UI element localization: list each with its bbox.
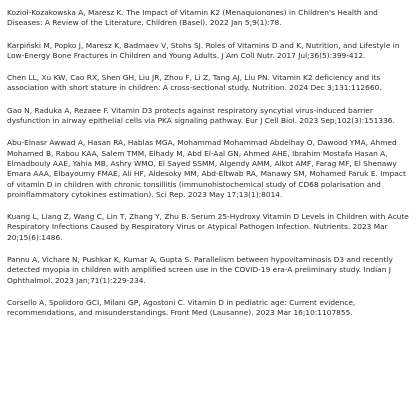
reference-entry: Chen LL, Xu KW, Cao RX, Shen GH, Liu JR, Zhou F, Li Z, Tang AJ, Liu PN. Vitamin K2 deficiency and its association with short stature in children: A cross-sectional study. Nutrition. 2024 Dec 3;131:112660. — [7, 73, 382, 93]
reference-entry: Kozioł-Kozakowska A, Maresz K. The Impact of Vitamin K2 (Menaquionones) in Children's Health and Diseases: A Review of the Literature. Children (Basel). 2022 Jan 5;9(1):78. — [7, 8, 378, 28]
reference-entry: Pannu A, Vichare N, Pushkar K, Kumar A, Gupta S. Parallelism between hypovitaminosis D3 and recently detected myopia in children with amplified screen use in the COVID-19 era-A preliminary study. Indian J Ophthalmol. 2023 Jan;71(1):229-234. — [7, 255, 393, 285]
reference-entry: Gao N, Raduka A, Rezaee F. Vitamin D3 protects against respiratory syncytial virus-induced barrier dysfunction in airway epithelial cells via PKA signaling pathway. Eur J Cell Biol. 2023 Sep;102(3):151336. — [7, 105, 395, 126]
reference-entry: Kuang L, Liang Z, Wang C, Lin T, Zhang Y, Zhu B. Serum 25-Hydroxy Vitamin D Levels in Children with Acute Respiratory Infections Caused by Respiratory Virus or Atypical Pathogen Infection. Nutrients. 2023 Mar 20;15(6):1486. — [7, 212, 409, 242]
reference-list — [7, 8, 411, 319]
reference-entry: Abu-Elnasr Awwad A, Hasan RA, Hablas MGA, Mohammad Mohammad Abdelhay O, Dawood YMA, Ahmed Mohamed B, Rabou KAA, Salem TMM, Elhady M, Abd El-Aal GN, Ahmed AHE, Ibrahim Mostafa Hasan A, Elmadbouly AAE, Yahia MB, Ashry WMO, El Sayed SSMM, Algendy AMM, Alkot AMF, Farag MF, El Shenawy Emara AAA, Elbayoumy FMAE, Ali HF, Aldesoky MM, Abd-Eltwab RA, Manawy SM, Mohamed Faruk E. Impact of vitamin D in children with chronic tonsillitis (immunohistochemical study of CD68 polarisation and proinflammatory cytokines estimation). Sci Rep. 2023 May 17;13(1):8014. — [7, 138, 406, 199]
reference-entry: Karpiński M, Popko J, Maresz K, Badmaev V, Stohs SJ. Roles of Vitamins D and K, Nutrition, and Lifestyle in Low-Energy Bone Fractures in Children and Young Adults. J Am Coll Nutr. 2017 Jul;36(5):399-412. — [7, 40, 400, 60]
reference-entry: Corsello A, Spolidoro GCI, Milani GP, Agostoni C. Vitamin D in pediatric age: Current evidence, recommendations, and misunderstandings. Front Med (Lausanne). 2023 Mar 16;10:1107855. — [7, 297, 356, 318]
